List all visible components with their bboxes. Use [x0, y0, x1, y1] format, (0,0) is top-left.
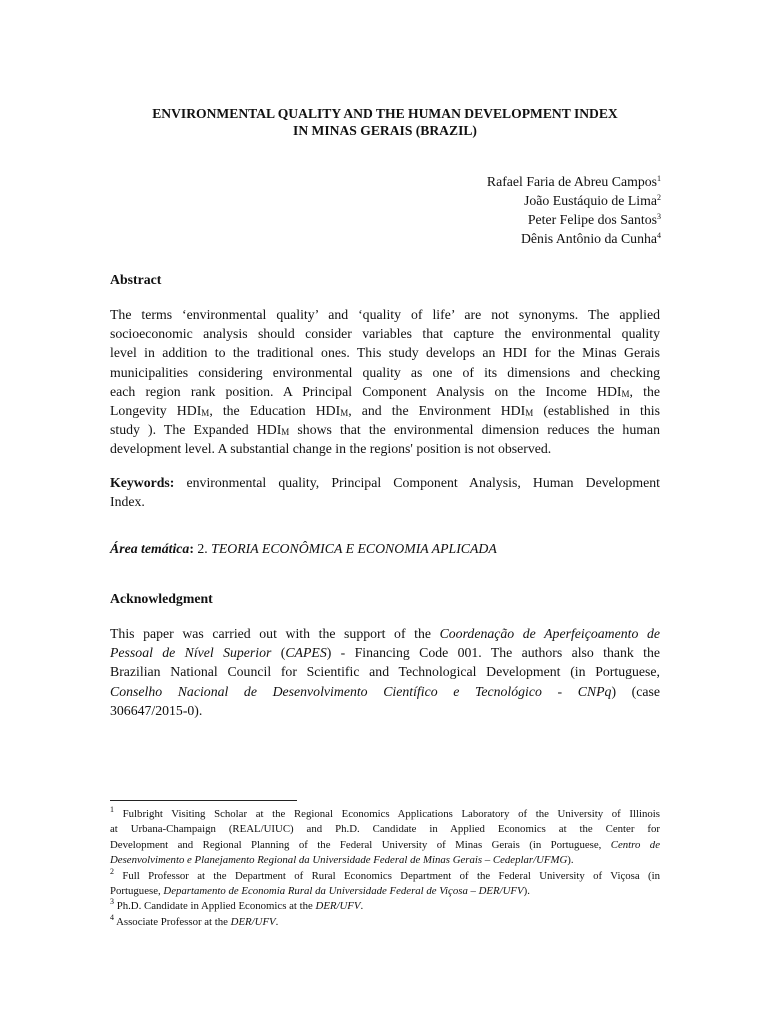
footnotes: $^1$ Fulbright Visiting Scholar at the Regional Economics Applications Laboratory of the University of Illinois at Urbana-Champaign (REAL/UIUC) and Ph.D. Candidate in Applied Economics at the Center for Development and Regional Planning of the Federal University of Minas Gerais (in Portuguese, Centro de Desenvolvimento e Planejamento Regional da Universidade Federal de Minas Gerais – Cedeplar/UFMG). $^2$ Full Professor at the Department of Rural Economics Department of the Federal University of Viçosa (in Portuguese, Departamento de Economia Rural da Universidade Federal de Viçosa – DER/UFV). $^3$ Ph.D. Candidate in Applied Economics at the DER/UFV. $^4$ Associate Professor at the DER/UFV. [110, 807, 660, 930]
abstract-body [110, 305, 660, 459]
acknowledgment-heading: Acknowledgment [110, 591, 213, 606]
area-label: Área temática [110, 541, 190, 556]
paper-title [100, 105, 670, 139]
abstract-line: each region rank position. A Principal Component Analysis on the Income $HDI_M$, the [110, 383, 660, 399]
keywords-label: Keywords: [110, 475, 175, 490]
abstract-line: study ). The Expanded $HDI_M$ shows that the environmental dimension reduces the human [110, 422, 660, 438]
abstract-line: Longevity $HDI_M$, the Education $HDI_M$, and the Environment $HDI_M$ (established in this [110, 403, 660, 419]
author: Peter Felipe dos Santos$^3$ [527, 212, 661, 227]
footnote-3: $^3$ Ph.D. Candidate in Applied Economics at the DER/UFV. [110, 897, 364, 913]
author: João Eustáquio de Lima$^2$ [524, 193, 661, 208]
keywords: Keywords: environmental quality, Principal Component Analysis, Human Development Index. [110, 475, 660, 510]
author: Rafael Faria de Abreu Campos$^1$ [486, 174, 661, 189]
footnote-divider [110, 800, 297, 801]
area-tematica: Área temática: 2. TEORIA ECONÔMICA E ECONOMIA APLICADA [110, 541, 497, 556]
acknowledgment-body: This paper was carried out with the support of the Coordenação de Aperfeiçoamento de Pessoal de Nível Superior (CAPES) - Financing Code 001. The authors also thank the Brazilian National Council for Scientific and Technological Development (in Portuguese, Conselho Nacional de Desenvolvimento Científico e Tecnológico - CNPq) (case 306647/2015-0). [110, 626, 661, 718]
footnote-2: $^2$ Full Professor at the Department of Rural Economics Department of the Federal University of Viçosa (in [110, 866, 660, 882]
abstract-heading: Abstract [110, 272, 162, 287]
footnote-1: $^1$ Fulbright Visiting Scholar at the Regional Economics Applications Laboratory of the University of Illinois [110, 805, 660, 820]
abstract-line: The terms ‘environmental quality’ and ‘quality of life’ are not synonyms. The applied [110, 307, 660, 322]
abstract-line: development level. A substantial change in the regions' position is not observed. [110, 441, 552, 457]
abstract-line: socioeconomic analysis should consider variables that capture the environmental quality [110, 326, 660, 342]
author: Dênis Antônio da Cunha$^4$ [520, 231, 661, 246]
area-value: TEORIA ECONÔMICA E ECONOMIA APLICADA [207, 541, 497, 556]
author-list [487, 172, 661, 248]
footnote-4: $^4$ Associate Professor at the DER/UFV. [110, 912, 279, 928]
abstract-line: municipalities considering environmental quality as one of its dimensions and checking [110, 364, 660, 380]
abstract-line: level in addition to the traditional ones. This study develops an HDI for the Minas Gerais [110, 345, 660, 361]
title-line-1: ENVIRONMENTAL QUALITY AND THE HUMAN DEVELOPMENT INDEX [152, 106, 618, 121]
title-line-2: IN MINAS GERAIS (BRAZIL) [293, 123, 477, 138]
